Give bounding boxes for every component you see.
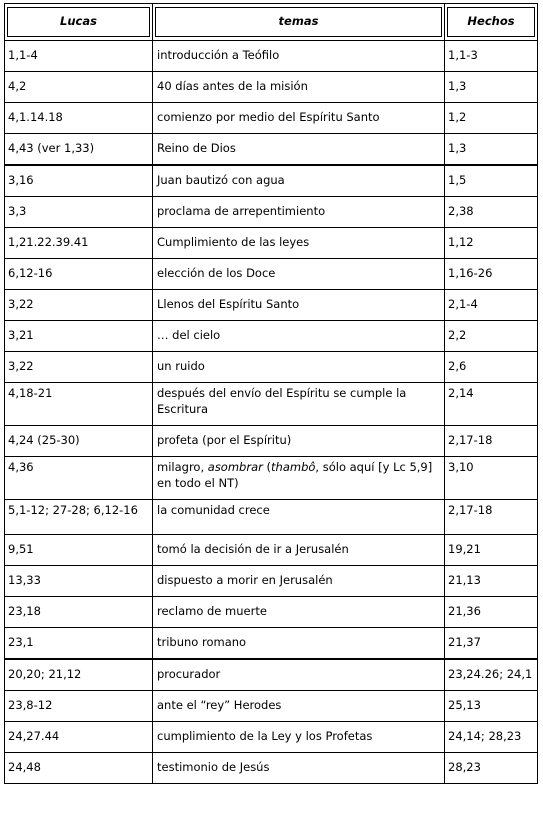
header-row [5, 4, 538, 41]
cell-tema: procurador [153, 659, 445, 691]
cell-tema: después del envío del Espíritu se cumple la Escritura [153, 383, 445, 426]
table-row [5, 290, 538, 321]
table-row [5, 691, 538, 722]
cell-tema: tomó la decisión de ir a Jerusalén [153, 535, 445, 566]
cell-tema: la comunidad crece [153, 500, 445, 535]
table-row [5, 321, 538, 352]
cell-tema: dispuesto a morir en Jerusalén [153, 566, 445, 597]
cell-tema: reclamo de muerte [153, 597, 445, 628]
cell-hechos: 2,17-18 [445, 500, 538, 535]
cell-lucas: 20,20; 21,12 [5, 659, 153, 691]
cell-tema: introducción a Teófilo [153, 41, 445, 72]
cell-hechos: 1,3 [445, 134, 538, 166]
table-row [5, 383, 538, 426]
cell-lucas: 4,2 [5, 72, 153, 103]
cell-tema: Juan bautizó con agua [153, 165, 445, 197]
cell-lucas: 4,36 [5, 457, 153, 500]
cell-tema: elección de los Doce [153, 259, 445, 290]
table-row [5, 72, 538, 103]
cell-lucas: 3,22 [5, 290, 153, 321]
table-row [5, 197, 538, 228]
concordance-table [4, 3, 538, 784]
cell-hechos: 3,10 [445, 457, 538, 500]
cell-hechos: 1,12 [445, 228, 538, 259]
cell-hechos: 24,14; 28,23 [445, 722, 538, 753]
cell-hechos: 2,6 [445, 352, 538, 383]
cell-hechos: 2,38 [445, 197, 538, 228]
cell-lucas: 3,22 [5, 352, 153, 383]
table-row [5, 426, 538, 457]
cell-tema: comienzo por medio del Espíritu Santo [153, 103, 445, 134]
cell-lucas: 1,21.22.39.41 [5, 228, 153, 259]
cell-tema: tribuno romano [153, 628, 445, 660]
cell-tema: un ruido [153, 352, 445, 383]
table-row [5, 597, 538, 628]
cell-lucas: 6,12-16 [5, 259, 153, 290]
tema-text: milagro, [157, 460, 208, 474]
tema-emphasis: asombrar [207, 460, 263, 474]
tema-text: , sólo aquí [y Lc 5,9] en todo el NT) [157, 460, 433, 490]
table-row [5, 535, 538, 566]
cell-tema: Llenos del Espíritu Santo [153, 290, 445, 321]
cell-tema: testimonio de Jesús [153, 753, 445, 784]
cell-hechos: 2,14 [445, 383, 538, 426]
cell-hechos: 19,21 [445, 535, 538, 566]
cell-tema: ante el “rey” Herodes [153, 691, 445, 722]
table-row [5, 165, 538, 197]
cell-hechos: 2,17-18 [445, 426, 538, 457]
cell-lucas: 13,33 [5, 566, 153, 597]
table-row [5, 628, 538, 660]
cell-lucas: 3,3 [5, 197, 153, 228]
cell-lucas: 24,48 [5, 753, 153, 784]
cell-tema: proclama de arrepentimiento [153, 197, 445, 228]
cell-hechos: 1,16-26 [445, 259, 538, 290]
cell-lucas: 9,51 [5, 535, 153, 566]
cell-lucas: 4,43 (ver 1,33) [5, 134, 153, 166]
tema-text: ( [262, 460, 272, 474]
header-temas: temas [153, 4, 445, 41]
cell-hechos: 1,2 [445, 103, 538, 134]
cell-lucas: 3,16 [5, 165, 153, 197]
table-row [5, 753, 538, 784]
cell-hechos: 2,1-4 [445, 290, 538, 321]
cell-hechos: 1,5 [445, 165, 538, 197]
cell-lucas: 23,1 [5, 628, 153, 660]
cell-hechos: 25,13 [445, 691, 538, 722]
cell-hechos: 2,2 [445, 321, 538, 352]
cell-lucas: 1,1-4 [5, 41, 153, 72]
cell-hechos: 23,24.26; 24,1 [445, 659, 538, 691]
header-hechos: Hechos [445, 4, 538, 41]
cell-hechos: 21,13 [445, 566, 538, 597]
cell-tema: cumplimiento de la Ley y los Profetas [153, 722, 445, 753]
cell-hechos: 21,37 [445, 628, 538, 660]
cell-hechos: 28,23 [445, 753, 538, 784]
cell-lucas: 4,24 (25-30) [5, 426, 153, 457]
cell-lucas: 24,27.44 [5, 722, 153, 753]
table-row [5, 457, 538, 500]
table-row [5, 103, 538, 134]
table-row [5, 722, 538, 753]
tema-greek-term: thambô [271, 460, 316, 474]
table-row [5, 566, 538, 597]
header-lucas: Lucas [5, 4, 153, 41]
cell-hechos: 21,36 [445, 597, 538, 628]
cell-tema: profeta (por el Espíritu) [153, 426, 445, 457]
cell-lucas: 23,18 [5, 597, 153, 628]
cell-lucas: 23,8-12 [5, 691, 153, 722]
cell-lucas: 4,18-21 [5, 383, 153, 426]
cell-tema [153, 457, 445, 500]
table-row [5, 659, 538, 691]
table-row [5, 500, 538, 535]
cell-tema: … del cielo [153, 321, 445, 352]
table-row [5, 41, 538, 72]
cell-hechos: 1,3 [445, 72, 538, 103]
table-row [5, 228, 538, 259]
cell-lucas: 4,1.14.18 [5, 103, 153, 134]
table-row [5, 352, 538, 383]
cell-lucas: 5,1-12; 27-28; 6,12-16 [5, 500, 153, 535]
table-row [5, 259, 538, 290]
cell-lucas: 3,21 [5, 321, 153, 352]
cell-tema: Reino de Dios [153, 134, 445, 166]
cell-tema: Cumplimiento de las leyes [153, 228, 445, 259]
table-row [5, 134, 538, 166]
cell-tema: 40 días antes de la misión [153, 72, 445, 103]
cell-hechos: 1,1-3 [445, 41, 538, 72]
